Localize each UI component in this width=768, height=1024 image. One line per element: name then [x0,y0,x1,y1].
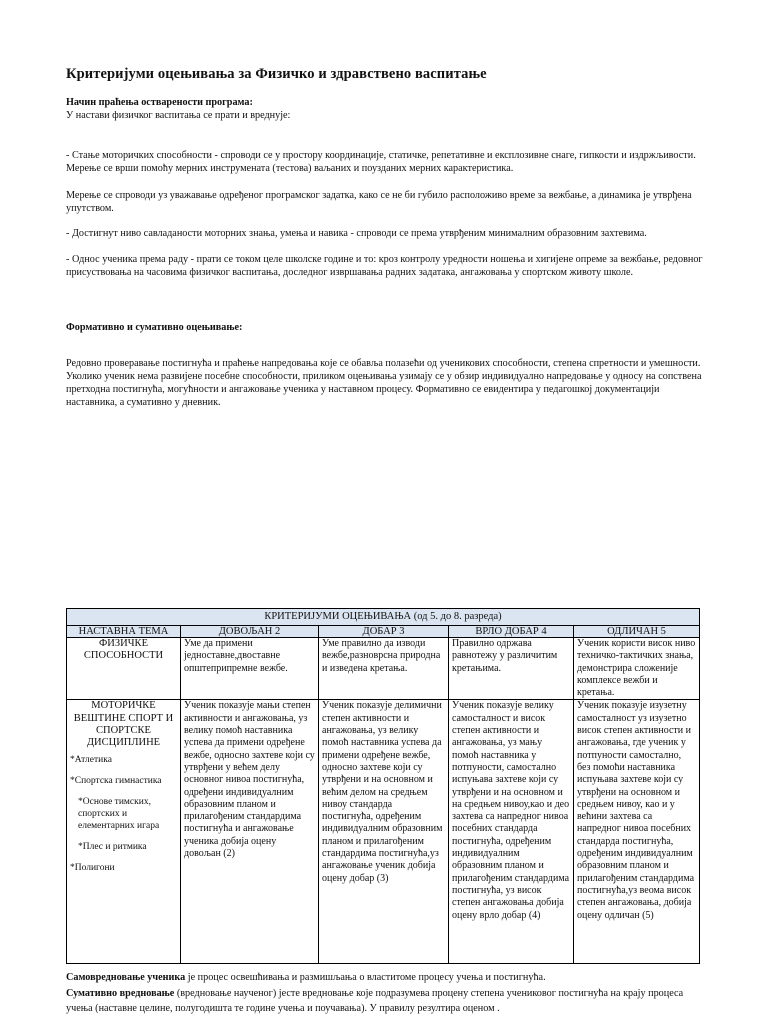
row2-grade-4: Ученик показује велику самосталност и висок степен активности и ангажовања, уз мању помоћ наставника у потпуности, самостално испуњава захтеве који су утврђени и на основном и на средњем нивоу,као и део захтева са напредног нивоа посебних стандарда постигнућа, одређеним индивидуалним образовним планом и прилагођеним стандардима постигнућа, уз висок степен ангажовања добија оцену врло добар (4) [449,700,574,964]
sub-team-games: *Основе тимских, спортских и елементарних игара [78,796,160,831]
row2-grade-5: Ученик показује изузетну самосталност уз изузетно висок степен активности и ангажовања, где ученик у потпуности самостално, без помоћи наставника испуњава захтеве који су утврђени на основном и средњем нивоу, као и у већини захтева са напредног нивоа посебних стандарда постигнућа, одређеним индивидуалним образовним планом и прилагођеним стандардима постигнућа,уз веома висок степен ангажовања, добија оцену одличан (5) [574,700,700,964]
table-row [67,700,700,964]
header-grade-4: ВРЛО ДОБАР 4 [449,626,574,638]
row1-grade-2: Уме да примени једноставне,двоставне општеприпремне вежбе. [181,638,319,700]
header-grade-5: ОДЛИЧАН 5 [574,626,700,638]
measurement-paragraph: Мерење се спроводи уз уважавање одређеног програмског задатка, како се не би губило расположиво време за вежбање, а динамика је утврђена упутством. [66,190,692,214]
row1-grade-4: Правилно одржава равнотежу у различитим кретањима. [449,638,574,700]
sub-dance: *Плес и ритмика [78,841,147,852]
summative-text: (вредновање наученог) јесте вредновање које подразумева процену степена учениковог постигнућа на крају процеса учења (наставне целине, полугодишта те године учења и поучавања). У правилу резултира оценом . [66,988,684,1014]
topic-sublist [70,754,177,874]
sub-athletics: *Атлетика [70,754,112,765]
grading-criteria-table [66,608,700,964]
page-title: Критеријуми оцењивања за Физичко и здравствено васпитање [66,66,487,82]
row1-grade-5: Ученик користи висок ниво техничко-тактичких знања, демонстрира сложеније комплексе вежби и кретања. [574,638,700,700]
attitude-paragraph: - Однос ученика према раду - прати се током целе школске године и то: кроз контролу уредности ношења и хигијене опреме за вежбање, редовног присуствовања на часовима физичког васпитања, доследног извршавања радних задатака, ангажовања у спортском животу школе. [66,254,703,278]
formative-paragraph: Редовно проверавање постигнућа и праћење напредовања које се обавља полазећи од ученикових способности, степена спретности и умешности. Уколико ученик нема развијене посебне способности, приликом оцењивања узимају се у обзир индивидуално напредовање у односу на сопствена претходна постигнућа, могућности и ангажовање ученика у наставном процесу. Формативно се евидентира у педагошкој документацији наставника, а сумативно у дневник. [66,358,702,408]
self-assessment-term: Самовредновање ученика [66,972,186,983]
formative-heading: Формативно и сумативно оцењивање: [66,322,243,333]
table-caption: КРИТЕРИЈУМИ ОЦЕЊИВАЊА (од 5. до 8. разреда) [67,609,700,626]
topic-motor-skills: МОТОРИЧКЕ ВЕШТИНЕ СПОРТ И СПОРТСКЕ ДИСЦИПЛИНЕ [73,700,174,749]
topic-motor-skills-cell [67,700,181,964]
monitoring-heading: Начин праћења остварености програма: [66,97,253,108]
sub-polygons: *Полигони [70,862,115,873]
header-grade-3: ДОБАР 3 [319,626,449,638]
sub-gymnastics: *Спортска гимнастика [70,775,162,786]
header-grade-2: ДОВОЉАН 2 [181,626,319,638]
table-row [67,638,700,700]
summative-term: Сумативно вредновање [66,988,175,999]
self-assessment-paragraph [66,970,706,985]
summative-paragraph [66,986,706,1016]
monitoring-intro: У настави физичког васпитања се прати и вреднује: [66,110,291,121]
row2-grade-3: Ученик показује делимични степен активности и ангажовања, уз велику помоћ наставника успева да примени одређене вежбе, односно захтеве који су утврђени и на основном и већим делом на средњем нивоу стандарда постигнућа, одређеним индивидуалним образовним планом и прилагођеним стандардима постигнућа,уз ангажовање ученик добија оцену добар (3) [319,700,449,964]
topic-physical-abilities: ФИЗИЧКЕ СПОСОБНОСТИ [67,638,181,700]
header-topic: НАСТАВНА ТЕМА [67,626,181,638]
motor-abilities-paragraph: - Стање моторичких способности - спроводи се у простору координације, статичке, репетативне и експлозивне снаге, гипкости и издржљивости. Мерење се врши помоћу мерних инструмената (тестова) ваљаних и поузданих мерних карактеристика. [66,150,696,174]
mastery-paragraph: - Достигнут ниво савладаности моторних знања, умења и навика - спроводи се према утврђеним минималним образовним захтевима. [66,228,647,239]
row1-grade-3: Уме правилно да изводи вежбе,разноврсна природна и изведена кретања. [319,638,449,700]
row2-grade-2: Ученик показује мањи степен активности и ангажовања, уз велику помоћ наставника успева да примени одређене вежбе, односно захтеве који су утврђени у већем делу основног нивоа постигнућа, одређени индивидуалним образовним планом и прилагођеним стандардима постигнућа и ангажовање ученика добија оцену довољан (2) [181,700,319,964]
self-assessment-text: је процес освешћивања и размишљања о властитоме процесу учења и постигнућа. [185,972,546,983]
